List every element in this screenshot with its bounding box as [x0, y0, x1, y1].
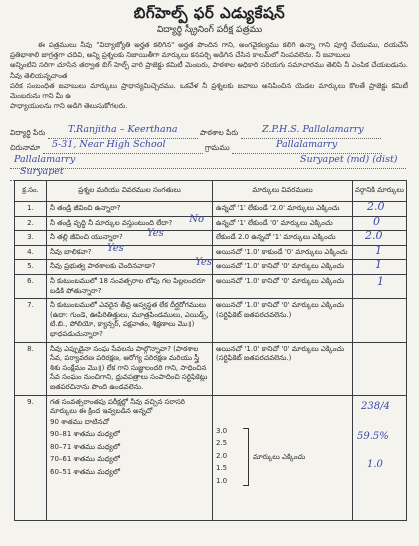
row-question: నీవు ప్రభుత్వ పాఠశాలకు చెందినవాడా?: [50, 262, 156, 271]
scale-range: 70–61 శాతము మధ్యలో: [50, 455, 120, 464]
row-question: గత సంవత్సరాంతపు పరీక్షల్లో నీవు వచ్చిన సరాసరి మార్కులు ఈ క్రింద ఇవ్వబడిన అన్నచో: [50, 397, 185, 416]
row-marks-cell[interactable]: [353, 342, 407, 395]
row-marks-detail: అయినచో '1.0' కానిచో '0' మార్కులు ఎక్కించు (సర్టిఫికెట్ జతపరచవలెను.): [213, 342, 353, 395]
form-title: బిగ్‌హెల్ప్ ఫర్ ఎడ్యుకేషన్: [133, 4, 286, 22]
row-question: నీ కుటుంబములో 18 సంవత్సరాల లోపు గల పిల్లలందరూ బడికి పోతున్నారా?: [47, 274, 213, 298]
row-question: నీ తల్లి జీవించి యున్నారా?: [50, 233, 123, 242]
scale-mark: 2.5: [216, 439, 228, 448]
q9-total: 238/4: [361, 400, 390, 412]
row-answer: Yes: [107, 242, 124, 254]
table-row: [15, 395, 407, 520]
table-row: [15, 342, 407, 395]
q9-percentage: 59.5%: [357, 430, 389, 442]
row-number: 7.: [15, 299, 47, 342]
row-answer: No: [189, 213, 204, 225]
row-number: 5.: [15, 260, 47, 275]
row-number: 9.: [15, 395, 47, 520]
village-label: గ్రామము: [204, 143, 230, 152]
row-number: 8.: [15, 342, 47, 395]
row-marks-detail-cell: [213, 395, 353, 520]
row-marks-given: 2.0: [365, 229, 383, 243]
address-line-4-value: Suryapet: [20, 166, 64, 177]
screening-table: [14, 180, 407, 521]
table-row: [15, 216, 407, 231]
row-marks-detail: ఉన్నచో '1' లేకుండే '2.0' మార్కులు ఎక్కించు: [213, 202, 353, 217]
row-question: నీవు ఎప్పుడైనా సంఘ సేవలను పాల్గొన్నావా? (పాఠశాల సేవ, పర్యావరణ పరిరక్షణ, ఆరోగ్య పరిరక్షణ మరియు స్త్రీ శిశు సంక్షేమం మొ॥) లేక గాని సుజ్ఞులందరి గాని, సాధించిన సేవ సంఘం నుంచిగాని, ధ్రువపత్రాలు సంపాదించి సర్టిఫికెట్లు జతపరచినాను పొంది ఉండవలెను.: [47, 342, 213, 395]
row-question: నీ తండ్రి వృద్ధి నీ మార్కుల వస్తుంటుంది లేదా?: [50, 218, 173, 227]
col-header-sno: క్ర.సం.: [15, 181, 47, 202]
scale-brace: [243, 428, 249, 486]
district-value: Suryapet (md) (dist): [300, 154, 398, 165]
scale-marks: [216, 427, 246, 490]
school-value: Z.P.H.S. Pallalamarry: [262, 124, 364, 135]
scale-mark: 2.0: [216, 451, 228, 460]
row-answer: Yes: [195, 257, 212, 269]
row-number: 3.: [15, 231, 47, 246]
scale-mark: 1.5: [216, 464, 228, 473]
row-number: 4.: [15, 245, 47, 260]
row-number: 1.: [15, 202, 47, 217]
instruction-para-1: ఈ పత్రములు నీవు "విద్యాజ్యోతి అర్హత కలిగిన" అర్హత పొందిన గాని, అంగవైకల్యము కలిగి ఉన్నా గాని పూర్తి చేయుము, దయచేసి ప్రతిభాశాలి జాగ్రత్తగా చదివి, అన్ని ప్రశ్నలకు నిజాయితీగా మార్కులు కనపర్చి అడిగిన చేసిన కాలమ్‌లో నింపవలెను. నీ జవాబులు: [10, 41, 408, 60]
row-marks-given: 1: [375, 243, 382, 257]
row-answer: Yes: [147, 228, 164, 240]
row-question-cell: [47, 213, 213, 231]
table-header-row: [15, 181, 407, 202]
table-row: [15, 202, 407, 217]
student-name-value: T.Ranjitha – Keerthana: [68, 124, 178, 135]
percentage-scale: [50, 418, 209, 481]
address-line-3-value: Pallalamarry: [14, 154, 76, 165]
row-marks-detail: అయినచో '1.0' కానిచో '0' మార్కులు ఎక్కించు: [213, 260, 353, 275]
address-value: 5-31, Near High School: [52, 139, 166, 150]
col-header-marks-given: వర్గానికి మార్కులు: [353, 181, 407, 202]
row-question-cell: [47, 257, 213, 275]
table-row: [15, 231, 407, 246]
school-label: పాఠశాల పేరు: [199, 128, 239, 137]
student-name-label: విద్యార్థి పేరు: [10, 128, 46, 137]
row-marks-detail: అయినచో '1.0' కానిచో '0' మార్కులు ఎక్కించు: [213, 274, 353, 298]
row-marks-detail: అయినచో '1.0' కాకుండే '0' మార్కులు ఎక్కించు: [213, 245, 353, 260]
form-subtitle: విద్యార్థి స్క్రీనింగ్ పరీక్ష పత్రము: [156, 25, 263, 35]
q9-marks: 1.0: [367, 458, 383, 470]
row-question-cell: [47, 395, 213, 520]
col-header-question: ప్రశ్నల మరియు వివరముల సంగతులు: [47, 181, 213, 202]
row-marks-cell[interactable]: [353, 274, 407, 298]
row-marks-cell[interactable]: [353, 202, 407, 217]
village-value: Pallalamarry: [276, 139, 338, 150]
row-question-cell: [47, 228, 213, 246]
row-question: నీ కుటుంబములో ఎవరైన తీవ్ర అస్వస్థత లేక దీర్ఘరోగములు (ఉదా: గుండె, ఊపిరితిత్తులు, మూత్రపిండములు, ఎయిడ్స్, టి.బి., పోలియో, క్యాన్సర్, పక్షవాతం, శిక్షణాలు మొ॥) భాధపడుచున్నారా?: [47, 299, 213, 342]
row-marks-given: 0: [373, 214, 380, 228]
row-marks-cell[interactable]: [353, 299, 407, 342]
col-header-marks-detail: మార్కులు వివరములు: [213, 181, 353, 202]
scale-range: 80–71 శాతము మధ్యలో: [50, 442, 120, 451]
table-row: [15, 299, 407, 342]
row-marks-given: 1: [375, 258, 382, 272]
row-marks-given: 2.0: [367, 200, 385, 213]
instruction-para-2: అన్నింటిని సరిగా చూసిన తర్వాత బిగ్ హెల్ప్ వారి ప్రాజెక్టు కమిటీ మెంబరు, పాఠశాల అధికారి సరియగు సమాచారము తెలిపి నీ ఎంపిక చేయబడును. నీవు తెలియన్నచాంత: [10, 61, 408, 80]
row-marks-detail: అయినచో '1.0' కానిచో '0' మార్కులు ఎక్కించు (సర్టిఫికెట్ జతపరచవలెను.): [213, 299, 353, 342]
row-number: 6.: [15, 274, 47, 298]
row-marks-cell[interactable]: [353, 395, 407, 520]
scale-mark: 3.0: [216, 426, 228, 435]
instructions: [10, 40, 408, 111]
row-marks-detail: లేకుండే 2.0 ఉన్నచో '1' మార్కులు ఎక్కించు: [213, 231, 353, 246]
row-marks-given: 1: [377, 274, 384, 288]
table-row: [15, 274, 407, 298]
row-question-cell: [47, 242, 213, 260]
row-question: నీవు బాలికవా?: [50, 247, 92, 256]
instruction-para-4: పాధ్యాయులను గాని అడిగి తెలుసుకోగలరు.: [10, 102, 128, 111]
row-number: 2.: [15, 216, 47, 231]
scale-range: 90–81 శాతము మధ్యలో: [50, 430, 120, 439]
row-marks-cell[interactable]: [353, 260, 407, 275]
row-marks-detail: మార్కులు ఎక్కించు: [253, 452, 306, 461]
instruction-para-3: పరిక సంబంధిత జవాబులు మార్కులు ప్రాధాన్యమిచ్చెదము. ఒకవేళ నీ ప్రశ్నలకు జవాబు అనిపించిన యెడల మార్కులు కొలతే ప్రాజెక్టు కమిటీ మెంబరును గాని మీ ఉ: [10, 81, 408, 101]
scale-mark: 1.0: [216, 476, 228, 485]
address-label: చిరునామా: [10, 143, 41, 152]
scale-range: 90 శాతము దాటినచో: [50, 417, 110, 426]
scale-range: 60–51 శాతము మధ్యలో: [50, 468, 120, 477]
row-marks-detail: ఉన్నచో '1' లేకుండే '0' మార్కులు ఎక్కించు: [213, 216, 353, 231]
table-row: [15, 260, 407, 275]
row-question: నీ తండ్రి జీవించి ఉన్నారా?: [47, 202, 213, 217]
